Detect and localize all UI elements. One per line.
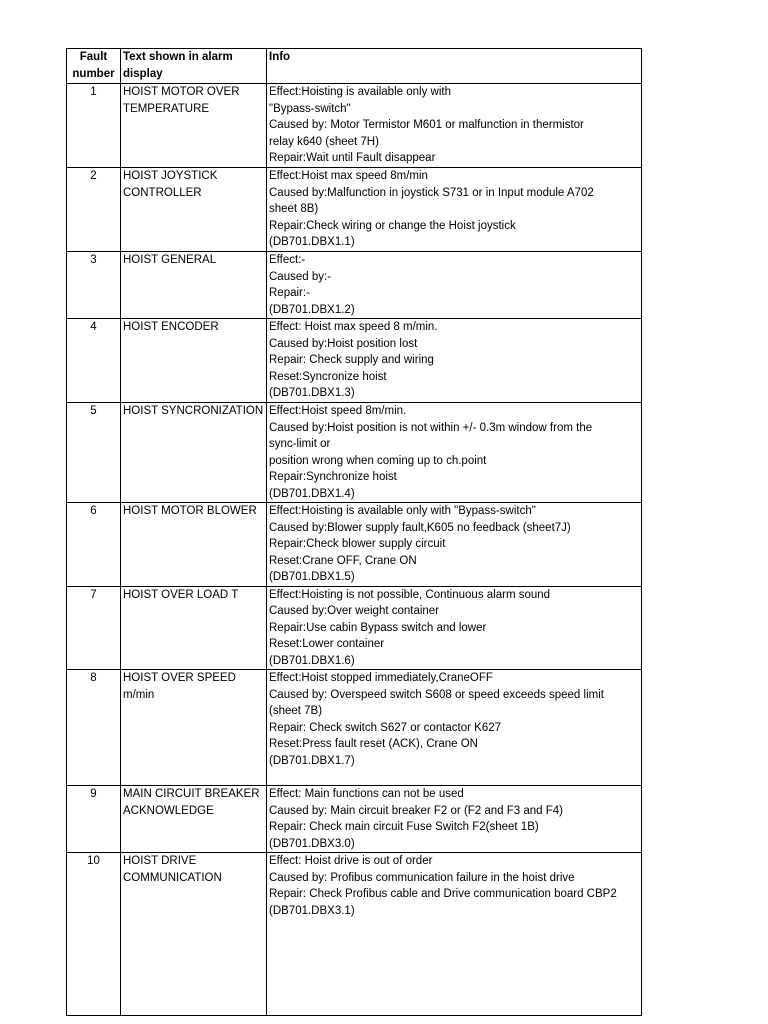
info-line: Reset:Lower container [269,638,385,650]
info-line: (sheet 7B) [269,705,323,717]
info-line: Effect:Hoist stopped immediately,CraneOFF [269,672,493,684]
info-cell [267,252,642,319]
fault-number-cell: 9 [67,786,121,853]
info-line: Repair: Check supply and wiring [269,354,434,366]
info-line: (DB701.DBX3.0) [269,837,355,850]
alarm-text-header: Text shown in alarm display [121,49,267,84]
info-line: Effect:Hoisting is available only with "Bypass-switch" [269,505,536,517]
info-line: Reset:Syncronize hoist [269,370,387,383]
alarm-text-cell: HOIST MOTOR OVER TEMPERATURE [121,84,267,168]
header-row [67,49,642,84]
info-line: Repair:Check wiring or change the Hoist joystick [269,219,516,232]
alarm-text-cell: HOIST JOYSTICK CONTROLLER [121,168,267,252]
alarm-text-cell: HOIST OVER SPEED m/min [121,670,267,786]
info-line: (DB701.DBX1.2) [269,303,355,316]
info-line: (DB701.DBX1.1) [269,236,355,248]
alarm-text-cell: MAIN CIRCUIT BREAKER ACKNOWLEDGE [121,786,267,853]
info-line: Effect:Hoisting is not possible, Continuous alarm sound [269,588,551,601]
info-line: Caused by: Overspeed switch S608 or speed exceeds speed limit [269,688,604,701]
info-line: (DB701.DBX3.1) [269,904,355,917]
info-line: "Bypass-switch" [269,102,351,115]
fault-number-cell: 3 [67,252,121,319]
fault-number-header: Fault number [67,49,121,84]
info-line: Repair:Check blower supply circuit [269,538,446,550]
alarm-text-cell: HOIST DRIVE COMMUNICATION [121,853,267,1016]
info-line: Repair:Synchronize hoist [269,471,397,483]
info-line: Repair: Check Profibus cable and Drive communication board CBP2 [269,888,617,900]
fault-number-cell: 2 [67,168,121,252]
info-line: Caused by:Malfunction in joystick S731 or in Input module A702 [269,186,594,199]
alarm-text-cell: HOIST OVER LOAD T [121,586,267,670]
fault-number-cell: 1 [67,84,121,168]
table-row [67,252,642,319]
info-cell [267,503,642,587]
fault-number-cell: 7 [67,586,121,670]
fault-number-cell: 8 [67,670,121,786]
info-cell [267,84,642,168]
info-line: Caused by: Profibus communication failure in the hoist drive [269,871,575,884]
info-line: Effect:- [269,254,306,266]
info-header: Info [267,49,642,84]
fault-number-cell: 6 [67,503,121,587]
table-row [67,786,642,853]
table-row [67,503,642,587]
info-cell [267,319,642,403]
info-line: Caused by:Blower supply fault,K605 no feedback (sheet7J) [269,521,571,534]
info-line: Repair:Wait until Fault disappear [269,152,436,164]
info-line: (DB701.DBX1.3) [269,387,355,399]
info-line: relay k640 (sheet 7H) [269,135,379,148]
info-line: (DB701.DBX1.7) [269,754,355,767]
info-line: Effect: Hoist max speed 8 m/min. [269,321,438,333]
info-cell [267,853,642,1016]
info-cell [267,786,642,853]
table-row [67,853,642,1016]
info-line: position wrong when coming up to ch.point [269,454,487,467]
info-line: sync-limit or [269,438,331,450]
info-line: Caused by:- [269,270,332,283]
table-row [67,670,642,786]
info-line: Caused by: Motor Termistor M601 or malfunction in thermistor [269,119,584,131]
info-line: (DB701.DBX1.5) [269,571,355,583]
fault-table [66,48,642,1016]
info-line: Caused by:Over weight container [269,605,440,617]
fault-number-cell: 5 [67,403,121,503]
info-line: Reset:Press fault reset (ACK), Crane ON [269,738,478,750]
table-row [67,586,642,670]
info-cell [267,403,642,503]
info-line: Effect:Hoisting is available only with [269,86,451,98]
fault-number-cell: 10 [67,853,121,1016]
info-line: Repair: Check main circuit Fuse Switch F2(sheet 1B) [269,821,539,833]
alarm-text-cell: HOIST MOTOR BLOWER [121,503,267,587]
info-line: Effect: Main functions can not be used [269,788,464,800]
alarm-text-cell: HOIST SYNCRONIZATION [121,403,267,503]
info-line: Effect:Hoist max speed 8m/min [269,170,428,182]
info-line: Reset:Crane OFF, Crane ON [269,554,417,567]
info-cell [267,168,642,252]
table-row [67,168,642,252]
info-line: Repair: Check switch S627 or contactor K627 [269,721,502,734]
alarm-text-cell: HOIST GENERAL [121,252,267,319]
info-line: Caused by:Hoist position lost [269,337,418,350]
info-line: Repair:- [269,287,310,299]
table-row [67,84,642,168]
info-cell [267,670,642,786]
alarm-text-cell: HOIST ENCODER [121,319,267,403]
info-line: (DB701.DBX1.4) [269,487,355,500]
info-line: Caused by: Main circuit breaker F2 or (F2 and F3 and F4) [269,804,564,817]
info-cell [267,586,642,670]
table-row [67,403,642,503]
info-line: (DB701.DBX1.6) [269,654,355,667]
info-line: Repair:Use cabin Bypass switch and lower [269,621,487,634]
fault-number-cell: 4 [67,319,121,403]
info-line: Caused by:Hoist position is not within +/- 0.3m window from the [269,421,593,434]
info-line: Effect: Hoist drive is out of order [269,855,433,867]
table-row [67,319,642,403]
info-line: Effect:Hoist speed 8m/min. [269,405,407,417]
info-line: sheet 8B) [269,203,319,215]
